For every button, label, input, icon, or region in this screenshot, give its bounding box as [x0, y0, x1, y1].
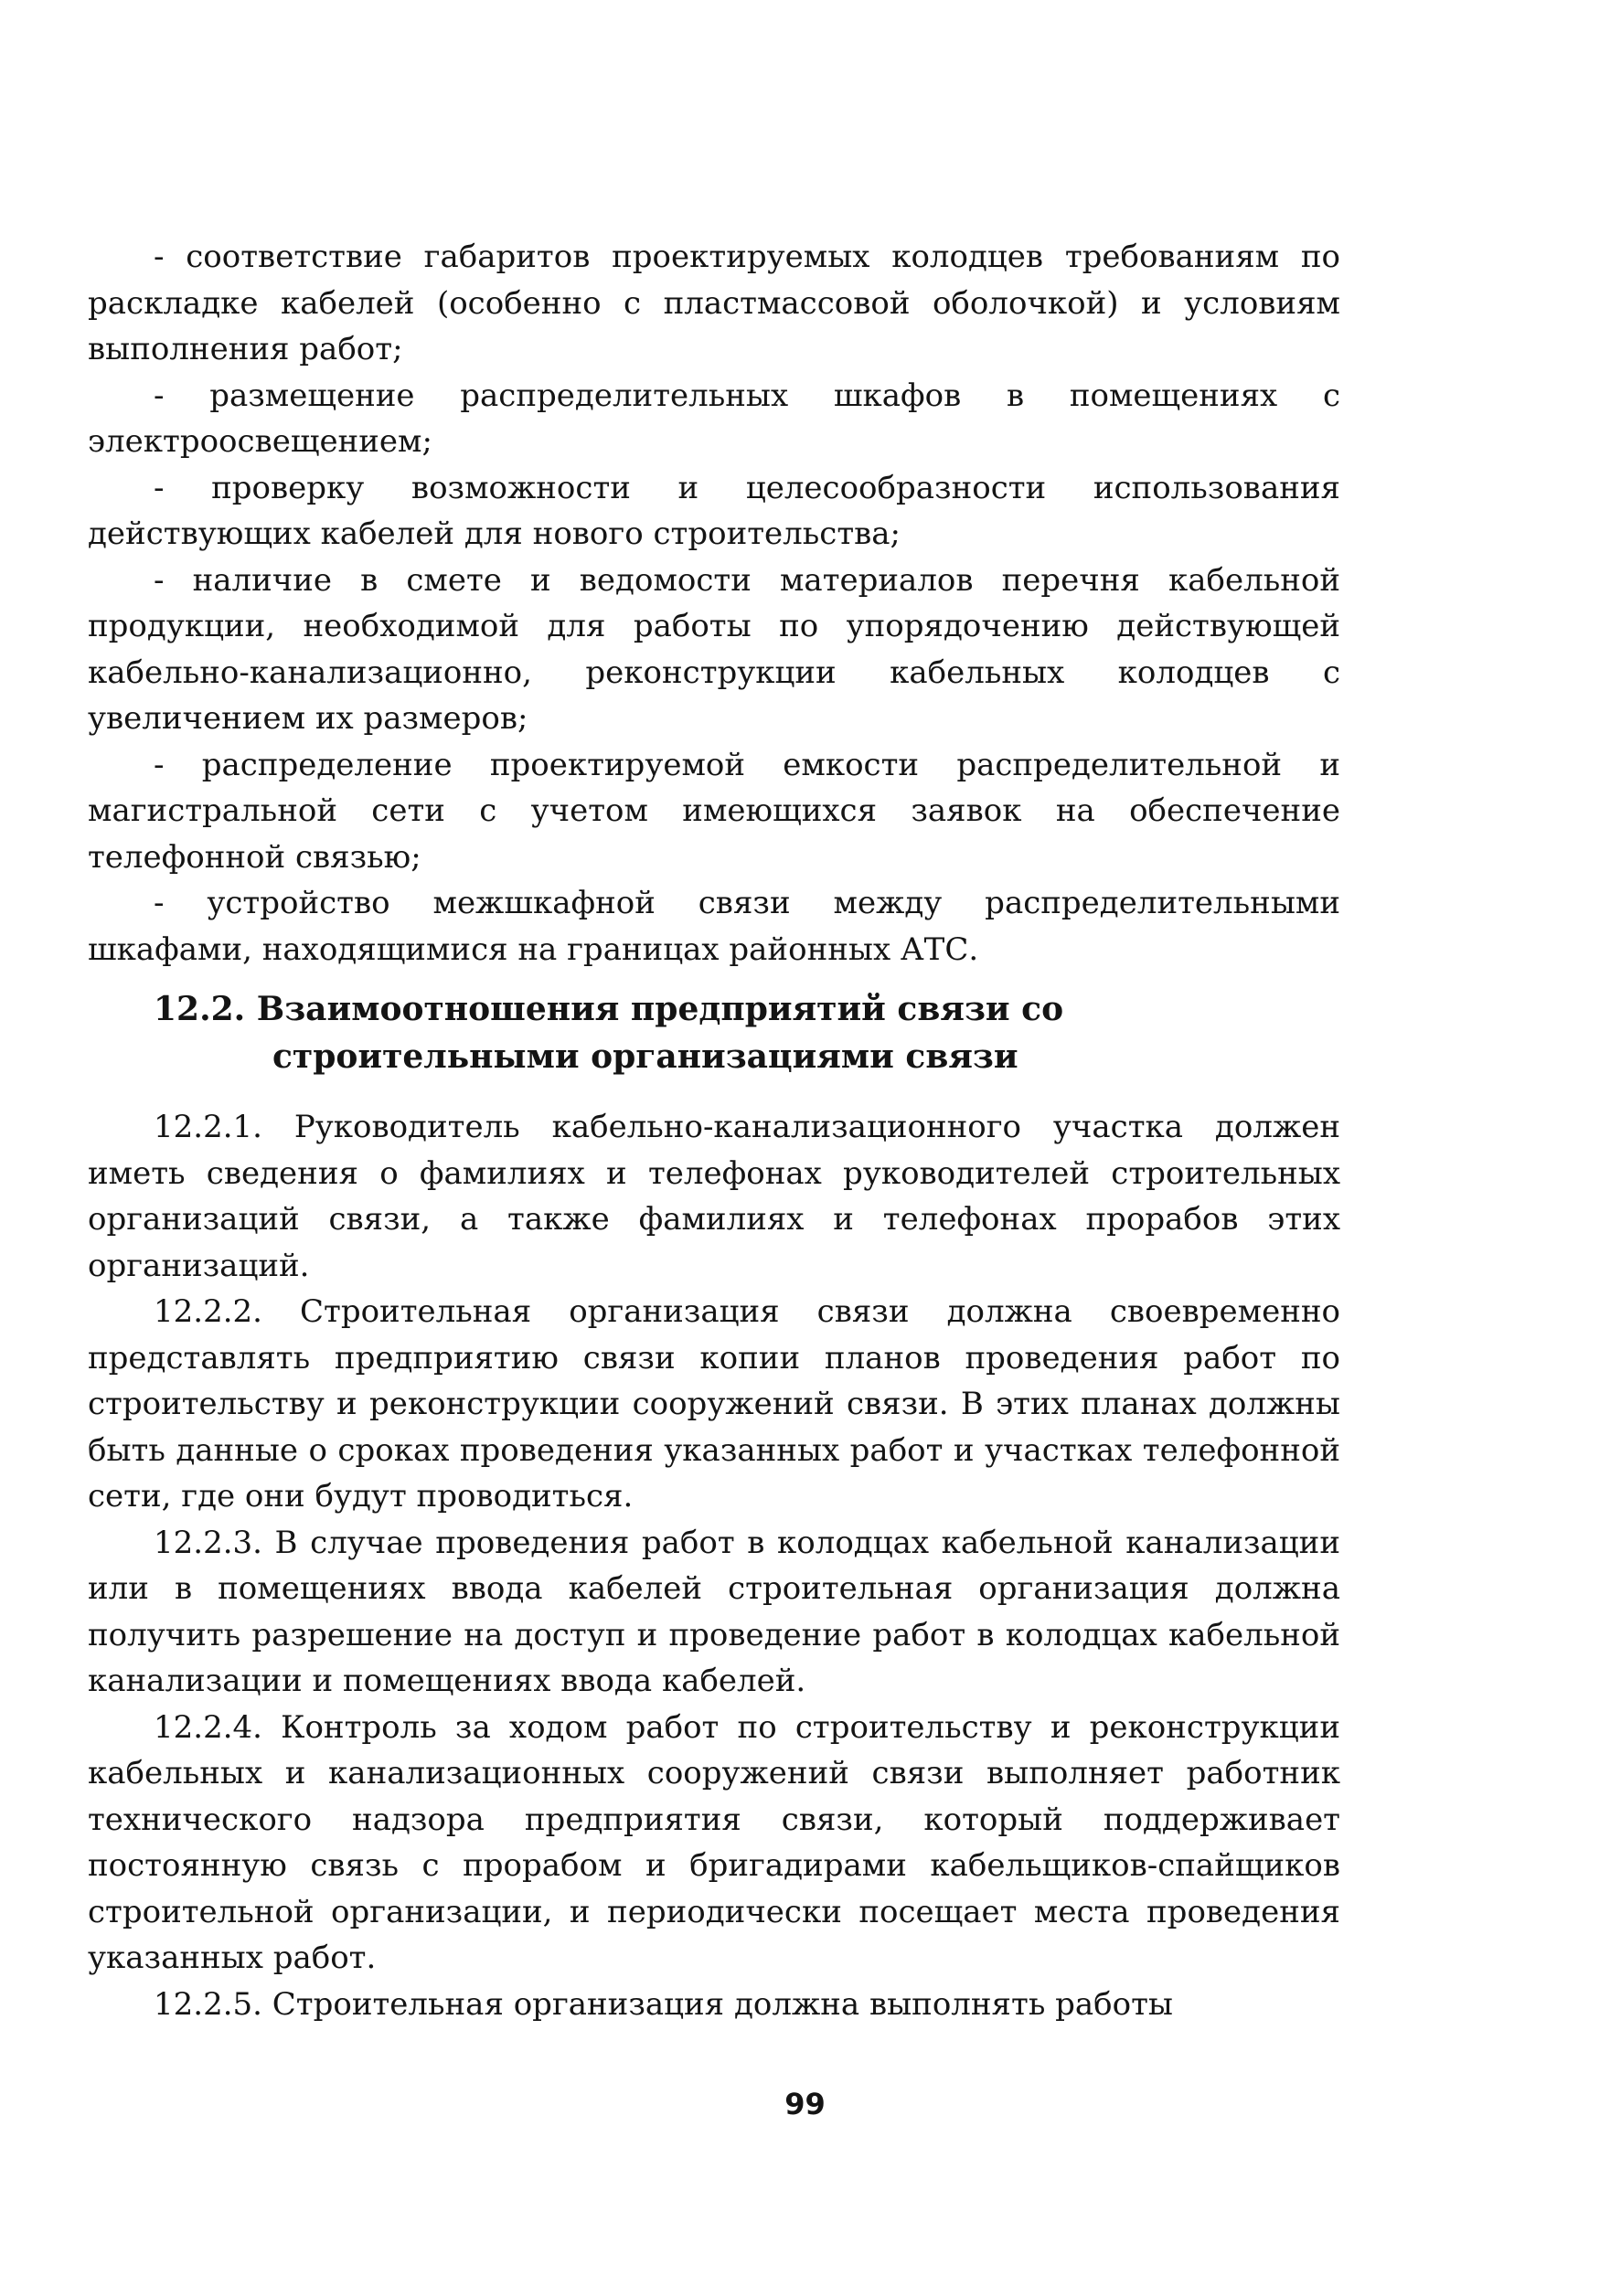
list-item: - соответствие габаритов проектируемых колодцев требованиям по раскладке кабелей (особенно с пластмассовой оболочкой) и условиям выполнения работ;	[88, 239, 1340, 367]
section-heading-line1	[154, 985, 1063, 1033]
list-item: - наличие в смете и ведомости материалов перечня кабельной продукции, необходимой для работы по упорядочению действующей кабельно-канализационно, реконструкции кабельных колодцев с увеличением их размеров;	[88, 561, 1340, 737]
requirements-list	[88, 234, 1340, 973]
paragraph: 12.2.5. Строительная организация должна выполнять работы	[154, 1985, 1173, 2023]
list-item: - распределение проектируемой емкости распределительной и магистральной сети с учетом имеющихся заявок на обеспечение телефонной связью;	[88, 746, 1340, 876]
list-item: - размещение распределительных шкафов в помещениях с электроосвещением;	[88, 377, 1340, 460]
list-item: - проверку возможности и целесообразности использования действующих кабелей для нового строительства;	[88, 469, 1340, 552]
page-number: 99	[784, 2087, 826, 2121]
list-item: - устройство межшкафной связи между распределительными шкафами, находящимися на границах районных АТС.	[88, 885, 1340, 968]
section-title-part2: строительными организациями связи	[272, 1037, 1018, 1076]
section-title-part1: Взаимоотношения предприятий связи со	[256, 990, 1064, 1028]
section-body	[88, 1104, 1340, 2027]
paragraph: 12.2.1. Руководитель кабельно-канализационного участка должен иметь сведения о фамилиях и телефонах руководителей строительных организаций связи, а также фамилиях и телефонах прорабов этих организаций.	[88, 1109, 1340, 1284]
paragraph: 12.2.3. В случае проведения работ в колодцах кабельной канализации или в помещениях ввода кабелей строительная организация должна получить разрешение на доступ и проведение работ в колодцах кабельной канализации и помещениях ввода кабелей.	[88, 1524, 1340, 1699]
section-number: 12.2.	[154, 990, 246, 1028]
paragraph: 12.2.2. Строительная организация связи должна своевременно представлять предприятию связи копии планов проведения работ по строительству и реконструкции сооружений связи. В этих планах должны быть данные о сроках проведения указанных работ и участках телефонной сети, где они будут проводиться.	[88, 1293, 1340, 1515]
paragraph: 12.2.4. Контроль за ходом работ по строительству и реконструкции кабельных и канализационных сооружений связи выполняет работник технического надзора предприятия связи, который поддерживает постоянную связь с прорабом и бригадирами кабельщиков-спайщиков строительной организации, и периодически посещает места проведения указанных работ.	[88, 1708, 1340, 1976]
